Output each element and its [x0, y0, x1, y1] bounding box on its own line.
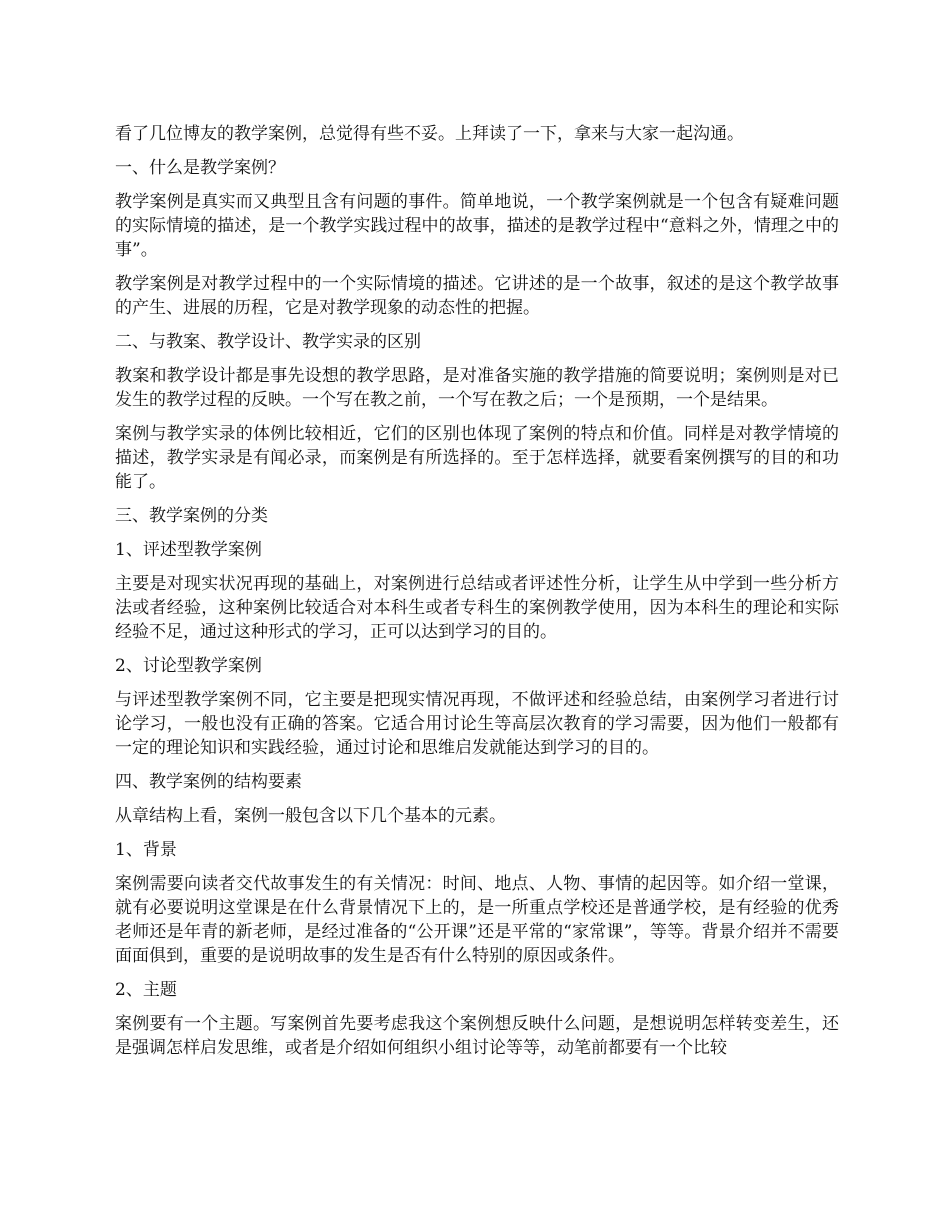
- document-body: [115, 122, 839, 1070]
- section-heading-2: 二、与教案、教学设计、教学实录的区别: [115, 332, 421, 352]
- section-heading-1: 一、什么是教学案例？: [115, 158, 285, 178]
- section-heading-4: 四、教学案例的结构要素: [115, 772, 302, 792]
- body-paragraph: 教案和教学设计都是事先设想的教学思路，是对准备实施的教学措施的简要说明；案例则是对已发生的教学过程的反映。一个写在教之前，一个写在教之后；一个是预期，一个是结果。: [115, 366, 839, 410]
- body-paragraph: 案例要有一个主题。写案例首先要考虑我这个案例想反映什么问题，是想说明怎样转变差生，还是强调怎样启发思维，或者是介绍如何组织小组讨论等等，动笔前都要有一个比较: [115, 1014, 839, 1058]
- body-paragraph: 案例与教学实录的体例比较相近，它们的区别也体现了案例的特点和价值。同样是对教学情境的描述，教学实录是有闻必录，而案例是有所选择的。至于怎样选择，就要看案例撰写的目的和功能了。: [115, 424, 839, 492]
- intro-paragraph: 看了几位博友的教学案例，总觉得有些不妥。上拜读了一下，拿来与大家一起沟通。: [115, 124, 744, 144]
- subsection-heading: 2、讨论型教学案例: [115, 656, 262, 676]
- body-paragraph: 教学案例是对教学过程中的一个实际情境的描述。它讲述的是一个故事，叙述的是这个教学故事的产生、进展的历程，它是对教学现象的动态性的把握。: [115, 274, 839, 318]
- body-paragraph: 从章结构上看，案例一般包含以下几个基本的元素。: [115, 806, 506, 826]
- body-paragraph: 与评述型教学案例不同，它主要是把现实情况再现，不做评述和经验总结，由案例学习者进行讨论学习，一般也没有正确的答案。它适合用讨论生等高层次教育的学习需要，因为他们一般都有一定的理论知识和实践经验，通过讨论和思维启发就能达到学习的目的。: [115, 690, 839, 758]
- body-paragraph: 主要是对现实状况再现的基础上，对案例进行总结或者评述性分析，让学生从中学到一些分析方法或者经验，这种案例比较适合对本科生或者专科生的案例教学使用，因为本科生的理论和实际经验不足，通过这种形式的学习，正可以达到学习的目的。: [115, 574, 839, 642]
- body-paragraph: 教学案例是真实而又典型且含有问题的事件。简单地说，一个教学案例就是一个包含有疑难问题的实际情境的描述，是一个教学实践过程中的故事，描述的是教学过程中“意料之外，情理之中的事”。: [115, 192, 839, 260]
- subsection-heading: 1、背景: [115, 840, 177, 860]
- section-heading-3: 三、教学案例的分类: [115, 506, 268, 526]
- subsection-heading: 2、主题: [115, 980, 177, 1000]
- subsection-heading: 1、评述型教学案例: [115, 540, 262, 560]
- body-paragraph: 案例需要向读者交代故事发生的有关情况：时间、地点、人物、事情的起因等。如介绍一堂课，就有必要说明这堂课是在什么背景情况下上的，是一所重点学校还是普通学校，是有经验的优秀老师还是年青的新老师，是经过准备的“公开课”还是平常的“家常课”，等等。背景介绍并不需要面面俱到，重要的是说明故事的发生是否有什么特别的原因或条件。: [115, 874, 839, 966]
